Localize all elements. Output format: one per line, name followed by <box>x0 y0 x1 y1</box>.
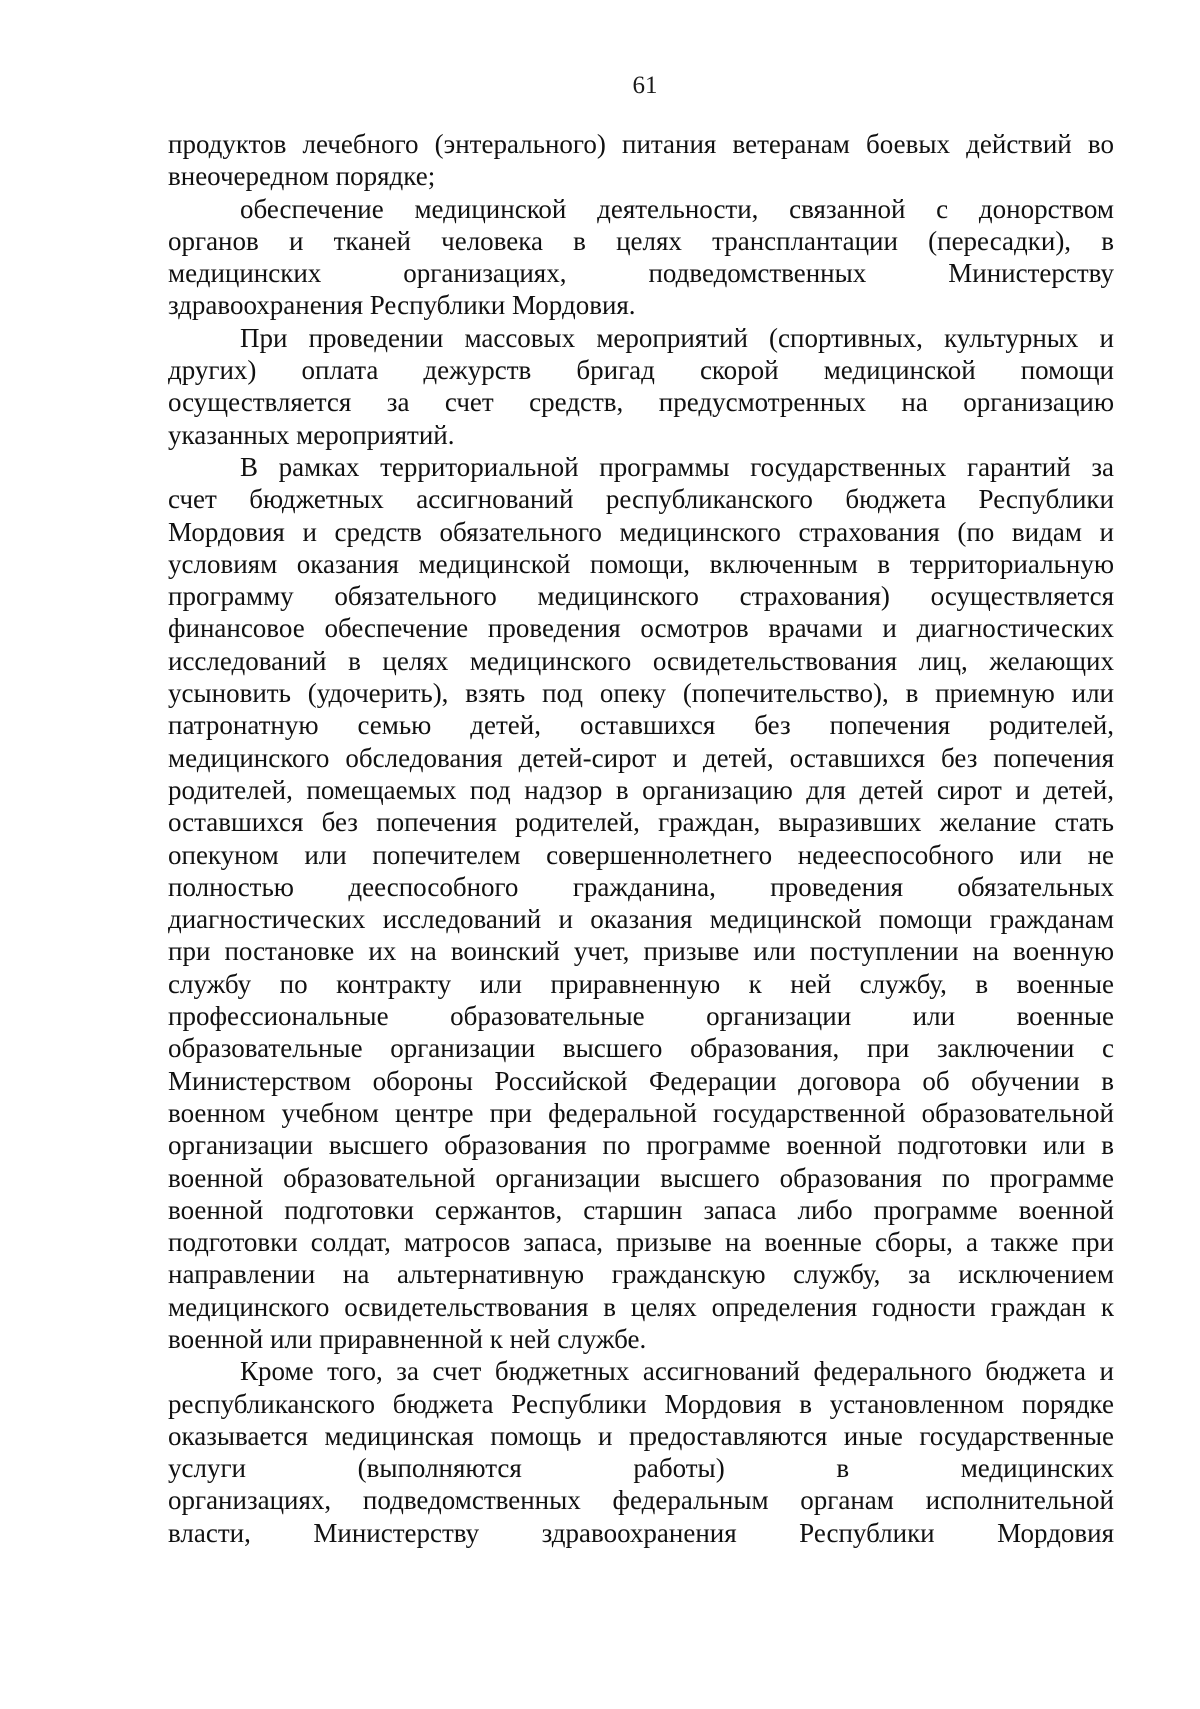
text-line: республиканского бюджета Республики Мордовия в установленном порядке <box>168 1388 1114 1419</box>
text-line: полностью дееспособного гражданина, проведения обязательных <box>168 871 1114 902</box>
text-line: усыновить (удочерить), взять под опеку (попечительство), в приемную или <box>168 678 1114 709</box>
text-line: указанных мероприятий. <box>168 419 455 450</box>
text-line: медицинского освидетельствования в целях определения годности граждан к <box>168 1291 1114 1322</box>
text-line: финансовое обеспечение проведения осмотров врачами и диагностических <box>168 613 1114 644</box>
text-line: услуги (выполняются работы) в медицинских <box>168 1453 1114 1484</box>
text-line: службу по контракту или приравненную к ней службу, в военные <box>168 968 1114 999</box>
text-line: осуществляется за счет средств, предусмотренных на организацию <box>168 387 1114 418</box>
text-line: программу обязательного медицинского страхования) осуществляется <box>168 581 1114 612</box>
text-line: В рамках территориальной программы государственных гарантий за <box>240 451 1114 482</box>
text-line: образовательные организации высшего образования, при заключении с <box>168 1033 1114 1064</box>
text-line: внеочередном порядке; <box>168 161 436 192</box>
text-line: профессиональные образовательные организации или военные <box>168 1001 1114 1032</box>
text-line: подготовки солдат, матросов запаса, призыве на военные сборы, а также при <box>168 1227 1114 1258</box>
text-line: военной образовательной организации высшего образования по программе <box>168 1162 1114 1193</box>
text-line: патронатную семью детей, оставшихся без попечения родителей, <box>168 710 1114 741</box>
text-line: при постановке их на воинский учет, призыве или поступлении на военную <box>168 936 1114 967</box>
text-line: здравоохранения Республики Мордовия. <box>168 290 636 321</box>
text-line: оказывается медицинская помощь и предоставляются иные государственные <box>168 1420 1114 1451</box>
paragraph-5 <box>168 1355 1114 1549</box>
text-line: Министерством обороны Российской Федерации договора об обучении в <box>168 1065 1114 1096</box>
paragraph-3 <box>168 322 1114 451</box>
paragraph-2 <box>168 193 1114 322</box>
text-line: медицинского обследования детей-сирот и детей, оставшихся без попечения <box>168 742 1114 773</box>
text-line: родителей, помещаемых под надзор в организацию для детей сирот и детей, <box>168 774 1114 805</box>
text-line: опекуном или попечителем совершеннолетнего недееспособного или не <box>168 839 1114 870</box>
text-line: военной подготовки сержантов, старшин запаса либо программе военной <box>168 1194 1114 1225</box>
text-line: оставшихся без попечения родителей, граждан, выразивших желание стать <box>168 807 1114 838</box>
text-line: направлении на альтернативную гражданскую службу, за исключением <box>168 1259 1114 1290</box>
text-line: других) оплата дежурств бригад скорой медицинской помощи <box>168 355 1114 386</box>
text-line: При проведении массовых мероприятий (спортивных, культурных и <box>240 322 1114 353</box>
text-line: медицинских организациях, подведомственных Министерству <box>168 258 1114 289</box>
text-line: продуктов лечебного (энтерального) питания ветеранам боевых действий во <box>168 129 1114 159</box>
text-line: Мордовия и средств обязательного медицинского страхования (по видам и <box>168 516 1114 547</box>
text-line: организации высшего образования по программе военной подготовки или в <box>168 1130 1114 1161</box>
text-line: обеспечение медицинской деятельности, связанной с донорством <box>240 193 1114 224</box>
text-line: условиям оказания медицинской помощи, включенным в территориальную <box>168 548 1114 579</box>
text-line: военном учебном центре при федеральной государственной образовательной <box>168 1097 1114 1128</box>
text-line: органов и тканей человека в целях трансплантации (пересадки), в <box>168 225 1114 256</box>
text-line: власти, Министерству здравоохранения Республики Мордовия <box>168 1517 1114 1548</box>
paragraph-4 <box>168 451 1114 1355</box>
text-line: организациях, подведомственных федеральным органам исполнительной <box>168 1485 1114 1516</box>
text-line: военной или приравненной к ней службе. <box>168 1323 647 1354</box>
page-number: 61 <box>632 72 658 99</box>
text-line: счет бюджетных ассигнований республиканского бюджета Республики <box>168 484 1114 515</box>
text-line: исследований в целях медицинского освидетельствования лиц, желающих <box>168 645 1114 676</box>
text-line: Кроме того, за счет бюджетных ассигнований федерального бюджета и <box>240 1356 1114 1387</box>
document-body <box>168 128 1114 1549</box>
text-line: диагностических исследований и оказания медицинской помощи гражданам <box>168 904 1114 935</box>
paragraph-1 <box>168 128 1114 193</box>
